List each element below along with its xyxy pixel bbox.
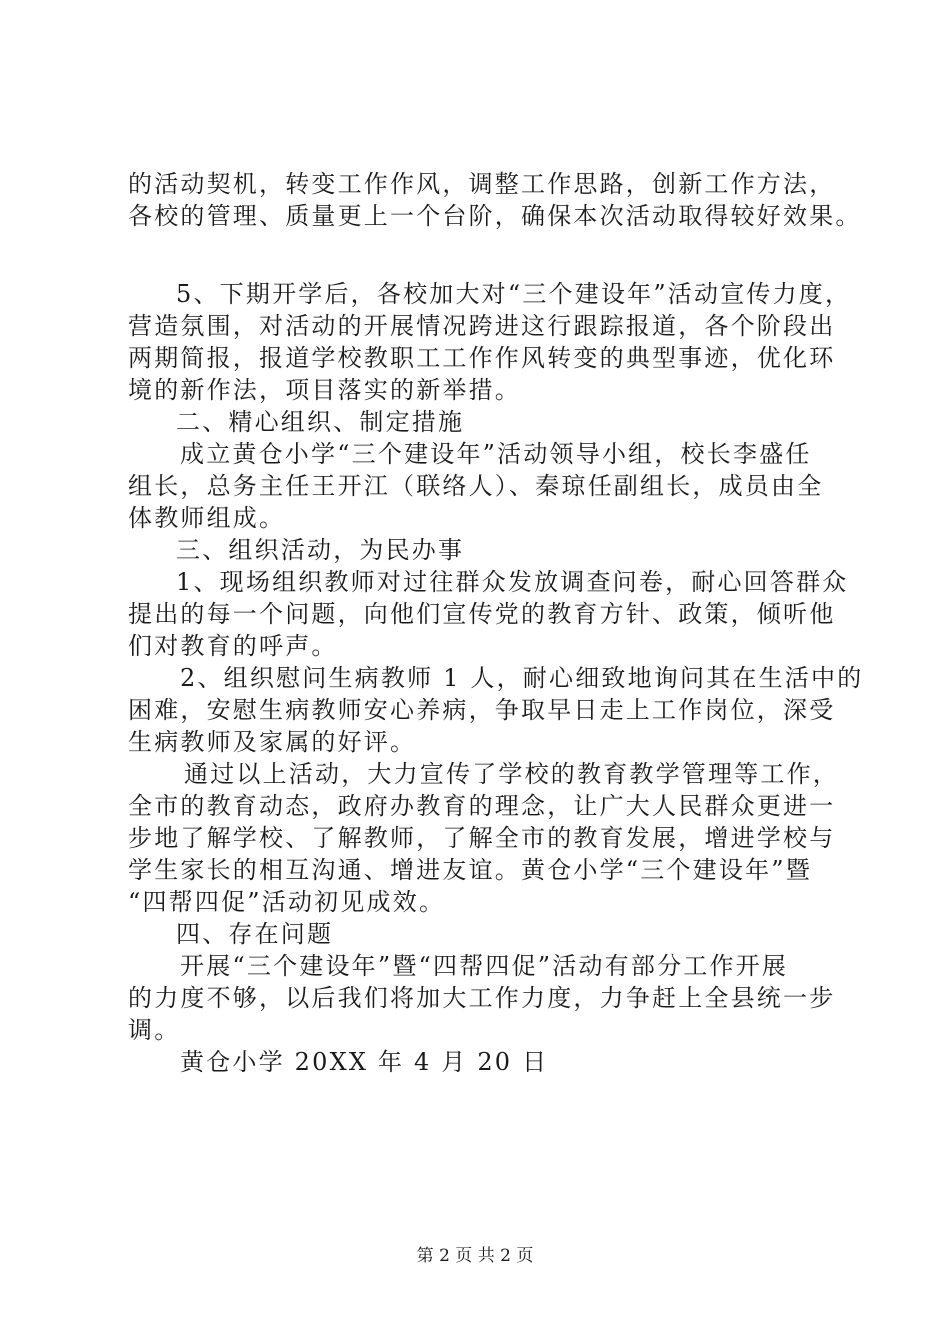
paragraph-line: 全市的教育动态，政府办教育的理念，让广大人民群众更进一 [128,792,836,820]
paragraph-line: 营造氛围，对活动的开展情况跨进这行跟踪报道，各个阶段出 [128,312,836,340]
section-heading: 四、存在问题 [176,920,334,948]
paragraph-line: 步地了解学校、了解教师，了解全市的教育发展，增进学校与 [128,824,836,852]
paragraph-line: 学生家长的相互沟通、增进友谊。黄仓小学“三个建设年”暨 [128,856,812,884]
page-number-footer: 第 2 页 共 2 页 [416,1246,534,1266]
paragraph-line: 境的新作法，项目落实的新举措。 [128,376,521,404]
paragraph-line: 2、组织慰问生病教师 1 人，耐心细致地询问其在生活中的 [180,664,864,692]
paragraph-line: 组长，总务主任王开江（联络人）、秦琼任副组长，成员由全 [128,472,824,500]
signature-date-line: 黄仓小学 20XX 年 4 月 20 日 [180,1048,549,1076]
paragraph-line: 开展“三个建设年”暨“四帮四促”活动有部分工作开展 [180,952,789,980]
paragraph-line: 5、下期开学后，各校加大对“三个建设年”活动宣传力度， [176,280,852,308]
document-body [128,168,864,1078]
section-heading: 三、组织活动，为民办事 [176,536,465,564]
paragraph-line: 的力度不够，以后我们将加大工作力度，力争赶上全县统一步 [128,984,836,1012]
paragraph-line: 们对教育的呼声。 [128,632,338,660]
paragraph-line: “四帮四促”活动初见成效。 [128,888,446,916]
paragraph-line: 各校的管理、质量更上一个台阶，确保本次活动取得较好效果。 [128,202,862,230]
paragraph-line: 困难，安慰生病教师安心养病，争取早日走上工作岗位，深受 [128,696,836,724]
paragraph-line: 的活动契机，转变工作作风，调整工作思路，创新工作方法， [128,170,836,198]
paragraph-line: 1、现场组织教师对过往群众发放调查问卷，耐心回答群众 [176,568,849,596]
paragraph-line: 成立黄仓小学“三个建设年”活动领导小组，校长李盛任 [180,440,812,468]
paragraph-line: 体教师组成。 [128,504,286,532]
section-heading: 二、精心组织、制定措施 [176,408,465,436]
paragraph-gap [128,232,840,278]
paragraph-line: 调。 [128,1016,181,1044]
paragraph-line: 两期简报，报道学校教职工工作作风转变的典型事迹，优化环 [128,344,836,372]
paragraph-line: 提出的每一个问题，向他们宣传党的教育方针、政策，倾听他 [128,600,836,628]
paragraph-line: 生病教师及家属的好评。 [128,728,417,756]
paragraph-line: 通过以上活动，大力宣传了学校的教育教学管理等工作， [184,760,839,788]
